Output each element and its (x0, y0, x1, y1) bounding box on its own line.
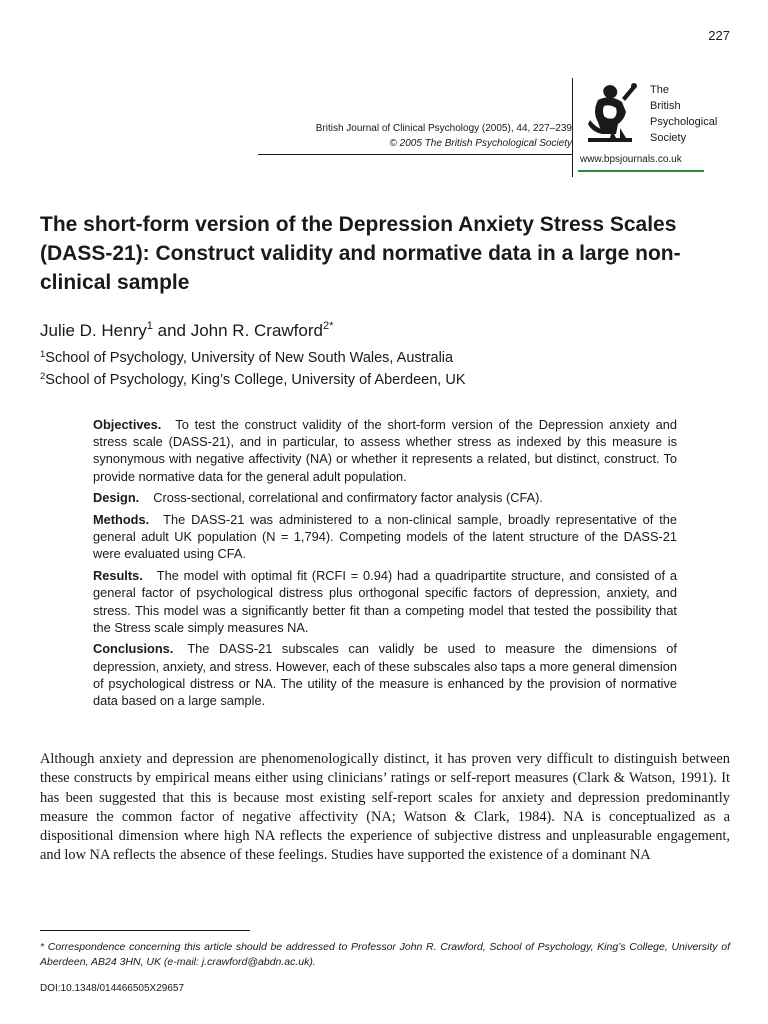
abstract-section (93, 640, 677, 709)
author-joiner: and (152, 321, 191, 340)
doi: DOI:10.1348/014466505X29657 (40, 983, 185, 994)
society-name-line: Society (650, 132, 687, 144)
affiliation-sup: 1 (40, 349, 46, 360)
author-sup: 1 (146, 320, 153, 332)
logo-divider (572, 78, 573, 177)
journal-website-link[interactable]: www.bpsjournals.co.uk (580, 154, 682, 165)
body-paragraph: Although anxiety and depression are phenomenologically distinct, it has proven very difficult to distinguish between these constructs by empirical means either using clinicians’ ratings or self-report measures (Clark & Watson, 1991). It has been suggested that this is because most existing self-report scales for anxiety and depression predominantly measure the common factor of negative affectivity (NA; Watson & Clark, 1984). NA is conceptualized as a dispositional dimension where high NA reflects the experience of subjective distress and unpleasurable engagement, and low NA reflects the absence of these feelings. Studies have supported the existence of a dominant NA (40, 751, 730, 864)
website-underline (578, 170, 704, 172)
abstract-label: Objectives. (93, 417, 162, 432)
affiliation-text: School of Psychology, University of New South Wales, Australia (45, 350, 454, 366)
page-number: 227 (708, 28, 730, 43)
affiliation (40, 349, 453, 366)
author-name: John R. Crawford (190, 321, 323, 340)
abstract-section (93, 511, 677, 563)
abstract-label: Conclusions. (93, 641, 174, 657)
article-title: The short-form version of the Depression Anxiety Stress Scales (DASS-21): Construct validity and normative data in a large non-clinical sample (40, 213, 681, 294)
author-list (40, 320, 333, 341)
abstract-section (93, 416, 677, 485)
copyright-notice: © 2005 The British Psychological Society (389, 138, 572, 149)
society-name-line: Psychological (650, 116, 718, 128)
abstract-label: Design. (93, 490, 140, 506)
abstract-label: Results. (93, 568, 143, 584)
abstract-label: Methods. (93, 512, 150, 528)
abstract-text: The DASS-21 was administered to a non-clinical sample, broadly representative of the general adult UK population (N = 1,794). Competing models of the latent structure of the DASS-21 were evaluated using CFA. (93, 512, 677, 562)
abstract-text: The model with optimal fit (RCFI = 0.94) had a quadripartite structure, and consisted of a general factor of psychological distress plus orthogonal specific factors of depression, anxiety, and stress. This model was a significantly better fit than a competing model that tested the possibility that the Stress scale simply measures NA. (93, 568, 677, 635)
abstract-text: The DASS-21 subscales can validly be used to measure the dimensions of depression, anxiety, and stress. However, each of these subscales also taps a more general dimension of psychological distress or NA. The utility of the measure is enhanced by the provision of normative data based on a large sample. (93, 641, 677, 709)
affiliation-sup: 2 (40, 371, 46, 382)
author-sup: 2* (322, 320, 334, 332)
correspondence-footnote: * Correspondence concerning this article should be addressed to Professor John R. Crawford, School of Psychology, King’s College, University of Aberdeen, AB24 3HN, UK (e-mail: j.crawford@abdn.ac.uk). (40, 941, 730, 968)
header-rule (258, 154, 572, 155)
bps-emblem-icon (582, 80, 640, 144)
society-name-line: The (650, 84, 669, 96)
abstract (93, 416, 677, 714)
abstract-text: Cross-sectional, correlational and confirmatory factor analysis (CFA). (153, 490, 543, 506)
footnote-rule (40, 930, 250, 931)
affiliation (40, 371, 466, 388)
affiliation-text: School of Psychology, King’s College, University of Aberdeen, UK (45, 372, 466, 388)
abstract-text: To test the construct validity of the short-form version of the Depression anxiety and stress scale (DASS-21), and in particular, to assess whether stress as indexed by this measure is synonymous with negative affectivity (NA) or whether it represents a related, but distinct, construct. To provide normative data for the general adult population. (93, 417, 677, 484)
society-name-line: British (650, 100, 681, 112)
author-name: Julie D. Henry (40, 321, 147, 340)
journal-citation: British Journal of Clinical Psychology (2005), 44, 227–239 (315, 123, 572, 134)
abstract-section (93, 489, 677, 506)
journal-info (242, 121, 572, 151)
abstract-section (93, 567, 677, 636)
society-name (650, 82, 717, 146)
